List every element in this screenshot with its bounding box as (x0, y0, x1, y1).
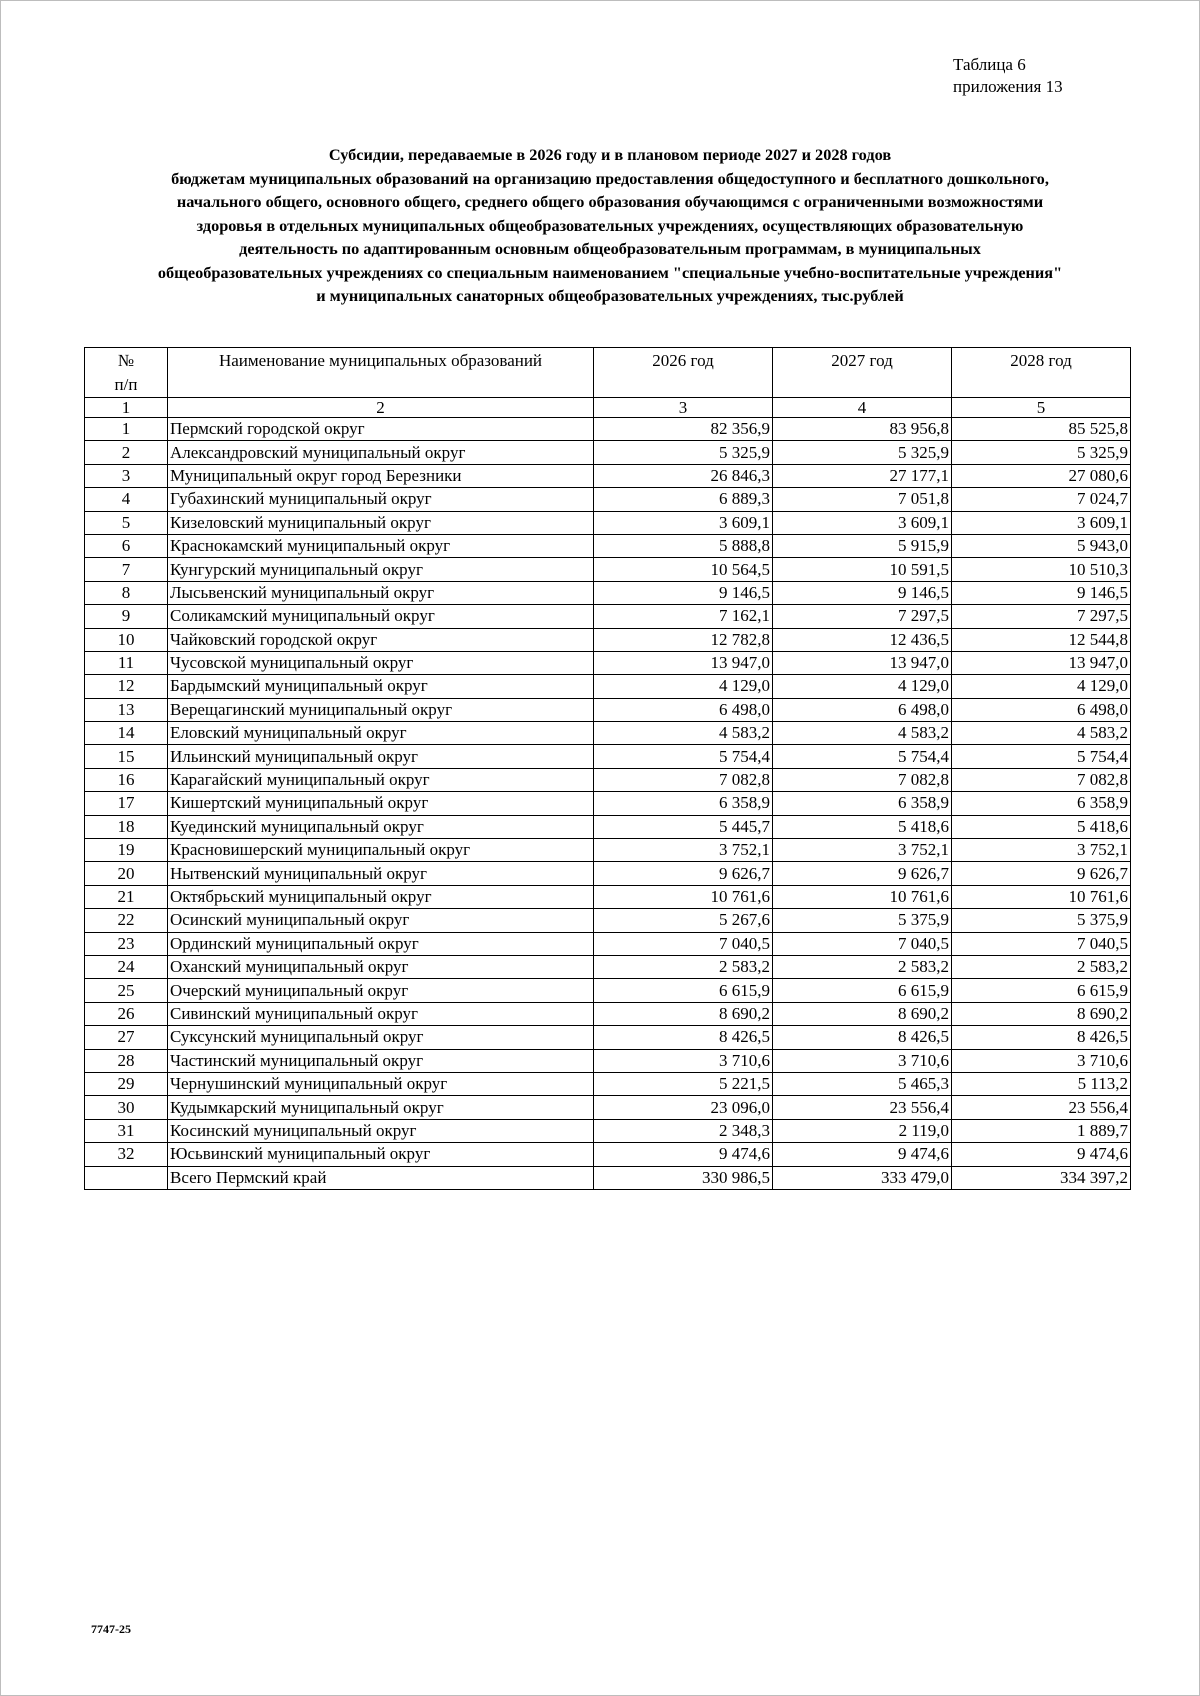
table-row (85, 628, 1131, 651)
value-2026: 6 358,9 (594, 792, 773, 815)
value-2027: 12 436,5 (773, 628, 952, 651)
value-2028: 7 082,8 (952, 768, 1131, 791)
value-2026: 3 609,1 (594, 511, 773, 534)
column-number: 1 (85, 398, 168, 418)
municipality-name: Краснокамский муниципальный округ (168, 534, 594, 557)
row-number: 11 (85, 651, 168, 674)
value-2026: 7 162,1 (594, 605, 773, 628)
municipality-name: Красновишерский муниципальный округ (168, 839, 594, 862)
title-line: деятельность по адаптированным основным общеобразовательным программам, в муниципальных (239, 239, 981, 258)
row-number: 20 (85, 862, 168, 885)
value-2026: 23 096,0 (594, 1096, 773, 1119)
table-row (85, 698, 1131, 721)
municipality-name: Сивинский муниципальный округ (168, 1002, 594, 1025)
value-2028: 3 710,6 (952, 1049, 1131, 1072)
municipality-name: Чайковский городской округ (168, 628, 594, 651)
value-2027: 5 915,9 (773, 534, 952, 557)
municipality-name: Частинский муниципальный округ (168, 1049, 594, 1072)
value-2026: 2 348,3 (594, 1119, 773, 1142)
municipality-name: Бардымский муниципальный округ (168, 675, 594, 698)
row-number: 14 (85, 722, 168, 745)
value-2028: 7 297,5 (952, 605, 1131, 628)
title-line: бюджетам муниципальных образований на организацию предоставления общедоступного и бесплатного дошкольного, (171, 168, 1049, 188)
municipality-name: Ильинский муниципальный округ (168, 745, 594, 768)
value-2028: 10 761,6 (952, 885, 1131, 908)
value-2028: 8 426,5 (952, 1026, 1131, 1049)
value-2026: 12 782,8 (594, 628, 773, 651)
table-row (85, 1119, 1131, 1142)
value-2026: 7 040,5 (594, 932, 773, 955)
table-row (85, 885, 1131, 908)
value-2027: 4 583,2 (773, 722, 952, 745)
column-number: 4 (773, 398, 952, 418)
title-line: общеобразовательных учреждениях со специальным наименованием "специальные учебно-воспитательные учреждения" (157, 262, 1063, 282)
document-title (70, 143, 1150, 308)
table-row (85, 839, 1131, 862)
table-row (85, 979, 1131, 1002)
table-row (85, 955, 1131, 978)
value-2028: 334 397,2 (952, 1166, 1131, 1189)
document-code: 7747-25 (91, 1622, 131, 1636)
municipality-name: Лысьвенский муниципальный округ (168, 581, 594, 604)
value-2027: 5 375,9 (773, 909, 952, 932)
value-2026: 2 583,2 (594, 955, 773, 978)
row-number: 28 (85, 1049, 168, 1072)
row-number: 6 (85, 534, 168, 557)
municipality-name: Губахинский муниципальный округ (168, 488, 594, 511)
table-row (85, 792, 1131, 815)
municipality-name: Кизеловский муниципальный округ (168, 511, 594, 534)
table-row (85, 464, 1131, 487)
value-2026: 6 498,0 (594, 698, 773, 721)
value-2026: 5 221,5 (594, 1072, 773, 1095)
value-2028: 9 474,6 (952, 1143, 1131, 1166)
row-number: 4 (85, 488, 168, 511)
header-name: Наименование муниципальных образований (168, 348, 594, 398)
value-2026: 7 082,8 (594, 768, 773, 791)
value-2026: 5 267,6 (594, 909, 773, 932)
value-2028: 10 510,3 (952, 558, 1131, 581)
value-2028: 5 943,0 (952, 534, 1131, 557)
value-2026: 6 889,3 (594, 488, 773, 511)
value-2026: 5 888,8 (594, 534, 773, 557)
value-2027: 8 690,2 (773, 1002, 952, 1025)
value-2027: 2 583,2 (773, 955, 952, 978)
row-number: 32 (85, 1143, 168, 1166)
municipality-name: Суксунский муниципальный округ (168, 1026, 594, 1049)
value-2026: 13 947,0 (594, 651, 773, 674)
value-2027: 6 498,0 (773, 698, 952, 721)
title-line: и муниципальных санаторных общеобразовательных учреждениях, тыс.рублей (316, 286, 904, 305)
municipality-name: Александровский муниципальный округ (168, 441, 594, 464)
row-number: 23 (85, 932, 168, 955)
value-2027: 5 754,4 (773, 745, 952, 768)
row-number: 2 (85, 441, 168, 464)
value-2028: 8 690,2 (952, 1002, 1131, 1025)
value-2028: 4 583,2 (952, 722, 1131, 745)
value-2026: 3 710,6 (594, 1049, 773, 1072)
municipality-name: Еловский муниципальный округ (168, 722, 594, 745)
value-2026: 8 690,2 (594, 1002, 773, 1025)
value-2027: 9 474,6 (773, 1143, 952, 1166)
table-row (85, 534, 1131, 557)
value-2028: 12 544,8 (952, 628, 1131, 651)
table-row (85, 605, 1131, 628)
municipality-name: Верещагинский муниципальный округ (168, 698, 594, 721)
subsidies-table (84, 347, 1131, 1190)
table-label-line1: Таблица 6 (953, 55, 1026, 74)
value-2028: 4 129,0 (952, 675, 1131, 698)
table-row (85, 1002, 1131, 1025)
municipality-name: Кишертский муниципальный округ (168, 792, 594, 815)
row-number: 9 (85, 605, 168, 628)
table-row (85, 581, 1131, 604)
table-row (85, 1143, 1131, 1166)
value-2028: 6 358,9 (952, 792, 1131, 815)
value-2028: 9 146,5 (952, 581, 1131, 604)
municipality-name: Кудымкарский муниципальный округ (168, 1096, 594, 1119)
value-2027: 5 325,9 (773, 441, 952, 464)
value-2026: 82 356,9 (594, 418, 773, 441)
row-number: 8 (85, 581, 168, 604)
row-number: 30 (85, 1096, 168, 1119)
column-number: 3 (594, 398, 773, 418)
value-2026: 4 129,0 (594, 675, 773, 698)
row-number: 22 (85, 909, 168, 932)
table-row (85, 1096, 1131, 1119)
row-number: 24 (85, 955, 168, 978)
value-2027: 7 297,5 (773, 605, 952, 628)
municipality-name: Нытвенский муниципальный округ (168, 862, 594, 885)
value-2026: 330 986,5 (594, 1166, 773, 1189)
value-2027: 4 129,0 (773, 675, 952, 698)
municipality-name: Пермский городской округ (168, 418, 594, 441)
value-2028: 5 418,6 (952, 815, 1131, 838)
value-2028: 23 556,4 (952, 1096, 1131, 1119)
value-2028: 27 080,6 (952, 464, 1131, 487)
row-number: 26 (85, 1002, 168, 1025)
municipality-name: Куединский муниципальный округ (168, 815, 594, 838)
municipality-name: Очерский муниципальный округ (168, 979, 594, 1002)
value-2028: 6 615,9 (952, 979, 1131, 1002)
header-2026: 2026 год (594, 348, 773, 398)
value-2027: 10 761,6 (773, 885, 952, 908)
column-number-row (85, 398, 1131, 418)
municipality-name: Оханский муниципальный округ (168, 955, 594, 978)
value-2027: 6 615,9 (773, 979, 952, 1002)
value-2028: 1 889,7 (952, 1119, 1131, 1142)
value-2027: 5 418,6 (773, 815, 952, 838)
row-number: 1 (85, 418, 168, 441)
value-2028: 5 113,2 (952, 1072, 1131, 1095)
row-number: 18 (85, 815, 168, 838)
value-2028: 7 024,7 (952, 488, 1131, 511)
row-number (85, 1166, 168, 1189)
table-header-row (85, 348, 1131, 398)
value-2027: 3 710,6 (773, 1049, 952, 1072)
table-row (85, 862, 1131, 885)
value-2026: 9 626,7 (594, 862, 773, 885)
value-2026: 5 445,7 (594, 815, 773, 838)
municipality-name: Ординский муниципальный округ (168, 932, 594, 955)
row-number: 10 (85, 628, 168, 651)
table-row (85, 745, 1131, 768)
header-number-line1: № (117, 351, 135, 370)
municipality-name: Косинский муниципальный округ (168, 1119, 594, 1142)
table-row (85, 768, 1131, 791)
table-row (85, 488, 1131, 511)
value-2027: 7 051,8 (773, 488, 952, 511)
table-row (85, 511, 1131, 534)
value-2027: 6 358,9 (773, 792, 952, 815)
row-number: 27 (85, 1026, 168, 1049)
table-row (85, 441, 1131, 464)
table-row (85, 651, 1131, 674)
header-2027: 2027 год (773, 348, 952, 398)
value-2026: 5 754,4 (594, 745, 773, 768)
table-row (85, 932, 1131, 955)
municipality-name: Чусовской муниципальный округ (168, 651, 594, 674)
value-2028: 9 626,7 (952, 862, 1131, 885)
municipality-name: Соликамский муниципальный округ (168, 605, 594, 628)
value-2027: 333 479,0 (773, 1166, 952, 1189)
value-2027: 3 752,1 (773, 839, 952, 862)
value-2028: 3 609,1 (952, 511, 1131, 534)
value-2028: 2 583,2 (952, 955, 1131, 978)
municipality-name: Всего Пермский край (168, 1166, 594, 1189)
value-2028: 3 752,1 (952, 839, 1131, 862)
row-number: 5 (85, 511, 168, 534)
row-number: 7 (85, 558, 168, 581)
table-total-row (85, 1166, 1131, 1189)
header-number-line2: п/п (114, 375, 138, 394)
value-2027: 13 947,0 (773, 651, 952, 674)
header-number (85, 348, 168, 398)
value-2026: 26 846,3 (594, 464, 773, 487)
value-2027: 7 082,8 (773, 768, 952, 791)
row-number: 19 (85, 839, 168, 862)
municipality-name: Муниципальный округ город Березники (168, 464, 594, 487)
value-2026: 4 583,2 (594, 722, 773, 745)
row-number: 12 (85, 675, 168, 698)
value-2028: 5 754,4 (952, 745, 1131, 768)
table-row (85, 418, 1131, 441)
value-2026: 9 474,6 (594, 1143, 773, 1166)
table-label (953, 54, 1063, 98)
title-line: начального общего, основного общего, среднего общего образования обучающимся с ограниченными возможностями (176, 192, 1044, 211)
table-row (85, 815, 1131, 838)
value-2027: 9 626,7 (773, 862, 952, 885)
value-2026: 8 426,5 (594, 1026, 773, 1049)
value-2027: 10 591,5 (773, 558, 952, 581)
value-2027: 23 556,4 (773, 1096, 952, 1119)
value-2028: 13 947,0 (952, 651, 1131, 674)
title-line: здоровья в отдельных муниципальных общеобразовательных учреждениях, осуществляющих образовательную (196, 215, 1024, 235)
table-row (85, 722, 1131, 745)
value-2026: 5 325,9 (594, 441, 773, 464)
value-2028: 85 525,8 (952, 418, 1131, 441)
header-2028: 2028 год (952, 348, 1131, 398)
table-label-line2: приложения 13 (953, 77, 1063, 96)
row-number: 3 (85, 464, 168, 487)
value-2027: 5 465,3 (773, 1072, 952, 1095)
table-row (85, 558, 1131, 581)
municipality-name: Октябрьский муниципальный округ (168, 885, 594, 908)
row-number: 15 (85, 745, 168, 768)
column-number: 5 (952, 398, 1131, 418)
value-2026: 10 564,5 (594, 558, 773, 581)
municipality-name: Карагайский муниципальный округ (168, 768, 594, 791)
table-row (85, 909, 1131, 932)
value-2028: 7 040,5 (952, 932, 1131, 955)
municipality-name: Кунгурский муниципальный округ (168, 558, 594, 581)
value-2026: 3 752,1 (594, 839, 773, 862)
table-row (85, 1049, 1131, 1072)
table-row (85, 675, 1131, 698)
value-2028: 6 498,0 (952, 698, 1131, 721)
row-number: 31 (85, 1119, 168, 1142)
value-2028: 5 375,9 (952, 909, 1131, 932)
title-line: Субсидии, передаваемые в 2026 году и в плановом периоде 2027 и 2028 годов (328, 145, 892, 164)
value-2027: 27 177,1 (773, 464, 952, 487)
value-2028: 5 325,9 (952, 441, 1131, 464)
row-number: 21 (85, 885, 168, 908)
row-number: 25 (85, 979, 168, 1002)
row-number: 13 (85, 698, 168, 721)
value-2027: 9 146,5 (773, 581, 952, 604)
municipality-name: Чернушинский муниципальный округ (168, 1072, 594, 1095)
table-row (85, 1072, 1131, 1095)
value-2027: 7 040,5 (773, 932, 952, 955)
value-2027: 3 609,1 (773, 511, 952, 534)
value-2026: 9 146,5 (594, 581, 773, 604)
value-2026: 10 761,6 (594, 885, 773, 908)
table-row (85, 1026, 1131, 1049)
row-number: 29 (85, 1072, 168, 1095)
column-number: 2 (168, 398, 594, 418)
value-2026: 6 615,9 (594, 979, 773, 1002)
value-2027: 83 956,8 (773, 418, 952, 441)
row-number: 17 (85, 792, 168, 815)
municipality-name: Юсьвинский муниципальный округ (168, 1143, 594, 1166)
municipality-name: Осинский муниципальный округ (168, 909, 594, 932)
row-number: 16 (85, 768, 168, 791)
value-2027: 8 426,5 (773, 1026, 952, 1049)
value-2027: 2 119,0 (773, 1119, 952, 1142)
